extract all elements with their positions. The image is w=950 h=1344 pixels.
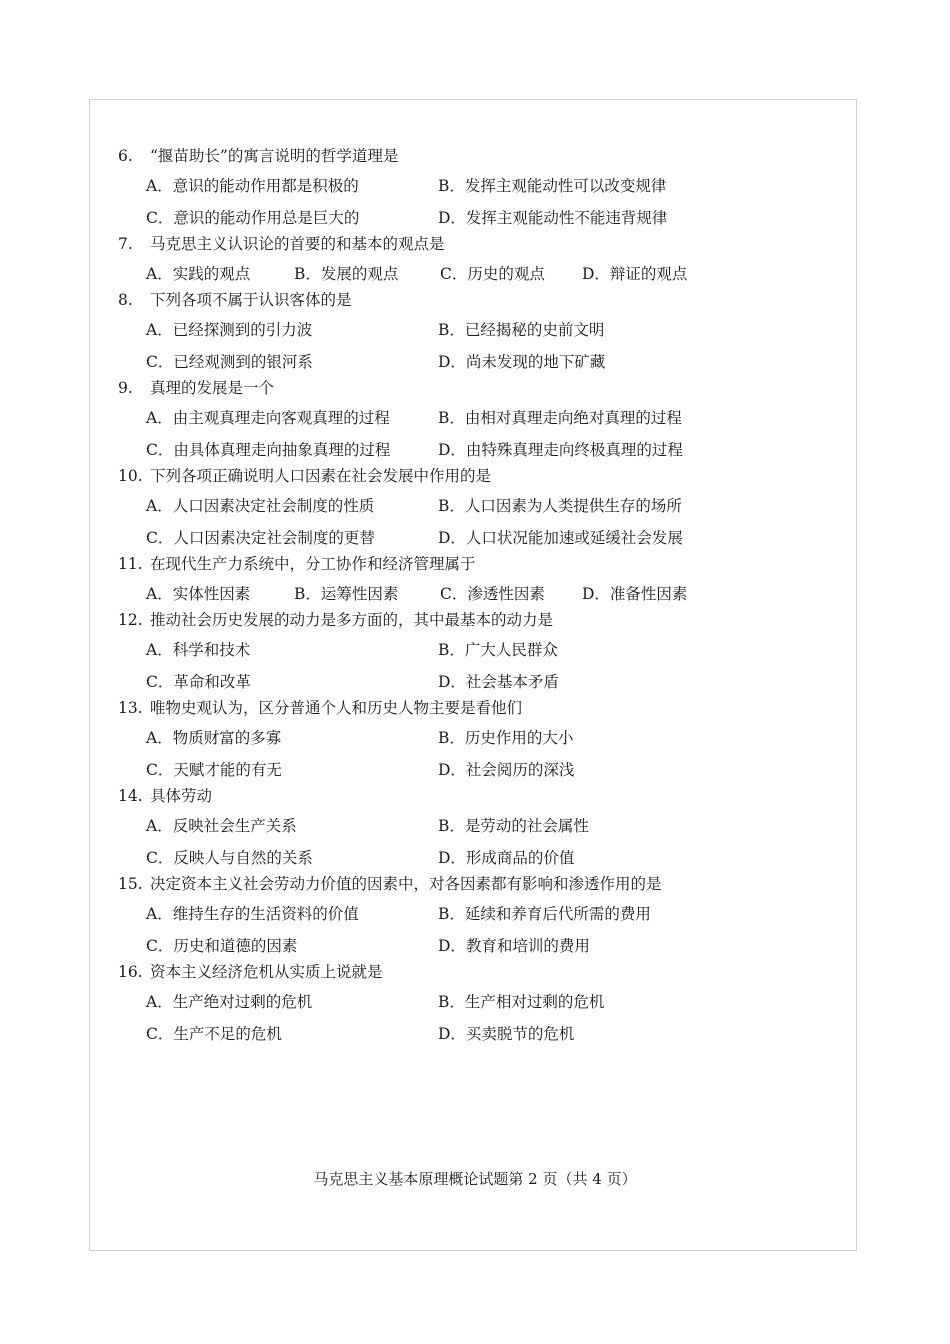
option-c: C．生产不足的危机: [146, 1025, 282, 1043]
option-d: D．形成商品的价值: [438, 849, 575, 867]
option-a: A．科学和技术: [146, 641, 251, 659]
option-list: [146, 319, 708, 373]
option-b: B．由相对真理走向绝对真理的过程: [438, 409, 682, 427]
option-d: D．人口状况能加速或延缓社会发展: [438, 529, 683, 547]
question-stem: [118, 697, 708, 719]
question-number: 16.: [118, 963, 143, 981]
question-text: 真理的发展是一个: [150, 379, 275, 397]
question-13: [118, 697, 708, 781]
question-stem: [118, 553, 708, 575]
option-c: C．由具体真理走向抽象真理的过程: [146, 441, 391, 459]
question-number: 8.: [118, 291, 133, 309]
question-9: [118, 377, 708, 461]
option-c: C．历史和道德的因素: [146, 937, 298, 955]
option-c: C．历史的观点: [440, 265, 545, 283]
option-a: A．人口因素决定社会制度的性质: [146, 497, 375, 515]
question-number: 15.: [118, 875, 143, 893]
option-b: B．运筹性因素: [294, 585, 399, 603]
option-b: B．发展的观点: [294, 265, 399, 283]
option-b: B．是劳动的社会属性: [438, 817, 589, 835]
question-number: 14.: [118, 787, 143, 805]
option-d: D．社会基本矛盾: [438, 673, 559, 691]
question-list: [118, 145, 708, 1049]
option-d: D．社会阅历的深浅: [438, 761, 575, 779]
option-d: D．辩证的观点: [582, 265, 688, 283]
question-text: 下列各项不属于认识客体的是: [150, 291, 352, 309]
question-stem: [118, 961, 708, 983]
option-list: [146, 263, 708, 285]
option-b: B．人口因素为人类提供生存的场所: [438, 497, 682, 515]
question-stem: [118, 377, 708, 399]
option-list: [146, 991, 708, 1045]
question-stem: [118, 465, 708, 487]
question-text: 推动社会历史发展的动力是多方面的，其中最基本的动力是: [150, 611, 554, 629]
option-d: D．准备性因素: [582, 585, 688, 603]
option-b: B．发挥主观能动性可以改变规律: [438, 177, 667, 195]
option-b: B．已经揭秘的史前文明: [438, 321, 605, 339]
question-stem: [118, 873, 708, 895]
option-d: D．由特殊真理走向终极真理的过程: [438, 441, 683, 459]
question-number: 10.: [118, 467, 143, 485]
option-list: [146, 495, 708, 549]
question-text: 资本主义经济危机从实质上说就是: [150, 963, 383, 981]
option-c: C．反映人与自然的关系: [146, 849, 313, 867]
question-14: [118, 785, 708, 869]
option-b: B．历史作用的大小: [438, 729, 574, 747]
option-c: C．意识的能动作用总是巨大的: [146, 209, 360, 227]
question-6: [118, 145, 708, 229]
option-list: [146, 639, 708, 693]
option-list: [146, 903, 708, 957]
option-list: [146, 175, 708, 229]
option-list: [146, 815, 708, 869]
question-16: [118, 961, 708, 1045]
question-number: 13.: [118, 699, 143, 717]
question-stem: [118, 785, 708, 807]
question-text: 在现代生产力系统中，分工协作和经济管理属于: [150, 555, 476, 573]
question-stem: [118, 609, 708, 631]
option-d: D．尚未发现的地下矿藏: [438, 353, 606, 371]
option-c: C．已经观测到的银河系: [146, 353, 313, 371]
option-a: A．维持生存的生活资料的价值: [146, 905, 359, 923]
question-7: [118, 233, 708, 285]
question-8: [118, 289, 708, 373]
question-number: 9.: [118, 379, 133, 397]
question-stem: [118, 233, 708, 255]
question-text: 唯物史观认为，区分普通个人和历史人物主要是看他们: [150, 699, 523, 717]
option-d: D．教育和培训的费用: [438, 937, 590, 955]
option-list: [146, 727, 708, 781]
option-c: C．革命和改革: [146, 673, 251, 691]
question-12: [118, 609, 708, 693]
question-text: “揠苗助长”的寓言说明的哲学道理是: [150, 147, 399, 165]
option-a: A．意识的能动作用都是积极的: [146, 177, 359, 195]
option-a: A．反映社会生产关系: [146, 817, 297, 835]
option-a: A．实践的观点: [146, 265, 251, 283]
page-footer: 马克思主义基本原理概论试题第 2 页（共 4 页）: [313, 1170, 637, 1188]
question-stem: [118, 289, 708, 311]
question-10: [118, 465, 708, 549]
option-list: [146, 583, 708, 605]
option-list: [146, 407, 708, 461]
option-a: A．由主观真理走向客观真理的过程: [146, 409, 390, 427]
question-number: 11.: [118, 555, 143, 573]
option-a: A．实体性因素: [146, 585, 251, 603]
option-c: C．渗透性因素: [440, 585, 545, 603]
question-text: 具体劳动: [150, 787, 213, 805]
question-number: 7.: [118, 235, 133, 253]
option-a: A．生产绝对过剩的危机: [146, 993, 313, 1011]
option-b: B．生产相对过剩的危机: [438, 993, 605, 1011]
question-text: 下列各项正确说明人口因素在社会发展中作用的是: [150, 467, 492, 485]
question-number: 12.: [118, 611, 143, 629]
option-a: A．已经探测到的引力波: [146, 321, 313, 339]
option-d: D．买卖脱节的危机: [438, 1025, 575, 1043]
option-d: D．发挥主观能动性不能违背规律: [438, 209, 668, 227]
option-b: B．延续和养育后代所需的费用: [438, 905, 651, 923]
question-stem: [118, 145, 708, 167]
question-11: [118, 553, 708, 605]
option-a: A．物质财富的多寡: [146, 729, 282, 747]
option-b: B．广大人民群众: [438, 641, 558, 659]
option-c: C．天赋才能的有无: [146, 761, 282, 779]
question-number: 6.: [118, 147, 133, 165]
question-text: 马克思主义认识论的首要的和基本的观点是: [150, 235, 445, 253]
question-text: 决定资本主义社会劳动力价值的因素中，对各因素都有影响和渗透作用的是: [150, 875, 662, 893]
option-c: C．人口因素决定社会制度的更替: [146, 529, 375, 547]
question-15: [118, 873, 708, 957]
